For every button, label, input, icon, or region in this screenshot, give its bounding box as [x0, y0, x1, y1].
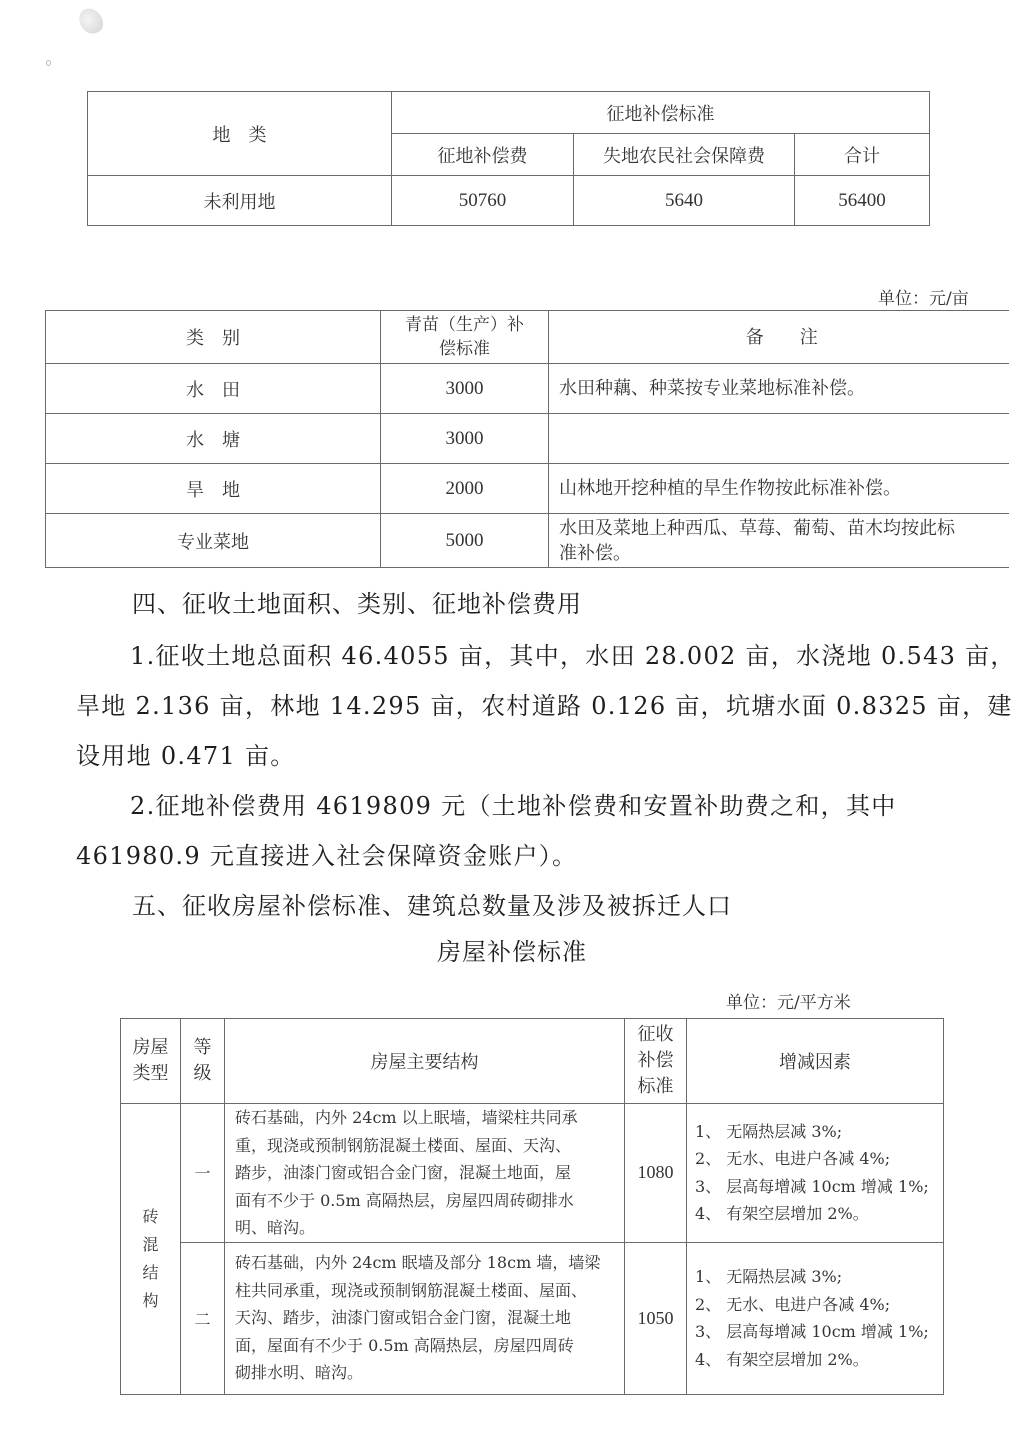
structure-line: 天沟、踏步，油漆门窗或铝合金门窗，混凝土地 [235, 1308, 572, 1328]
factor-line: 2、 无水、电进户各减 4%; [695, 1294, 891, 1314]
section5-heading: 五、征收房屋补偿标准、建筑总数量及涉及被拆迁人口 [132, 892, 732, 920]
table-row [46, 514, 1009, 568]
header-line: 征收 [637, 1024, 674, 1045]
section4-heading: 四、征收土地面积、类别、征地补偿费用 [132, 590, 582, 618]
factors-cell [687, 1242, 944, 1394]
structure-cell [225, 1242, 625, 1394]
header-remarks: 备 注 [549, 311, 1009, 364]
table3-unit-label: 单位：元/平方米 [726, 993, 851, 1013]
header-grade [181, 1019, 225, 1104]
note-cell [549, 414, 1009, 464]
standard-cell: 1080 [625, 1104, 687, 1243]
standard-cell: 1050 [625, 1242, 687, 1394]
land-type-cell: 未利用地 [88, 176, 392, 226]
note-cell: 山林地开挖种植的旱生作物按此标准补偿。 [549, 464, 1009, 514]
category-cell: 水 田 [46, 364, 381, 414]
header-factors: 增减因素 [687, 1019, 944, 1104]
standard-cell: 3000 [381, 364, 549, 414]
social-security-cell: 5640 [574, 176, 795, 226]
category-cell: 水 塘 [46, 414, 381, 464]
house-type-char: 构 [142, 1290, 159, 1310]
header-total: 合计 [795, 134, 930, 176]
table-row [46, 464, 1009, 514]
table-row [46, 414, 1009, 464]
table-row [121, 1242, 944, 1394]
house-type-char: 结 [142, 1262, 159, 1282]
structure-line: 砖石基础，内外 24cm 以上眠墙，墙梁柱共同承 [235, 1108, 578, 1127]
house-compensation-table [120, 1018, 944, 1395]
note-line: 准补偿。 [559, 542, 631, 564]
factor-line: 1、 无隔热层减 3%; [695, 1121, 843, 1141]
structure-line: 面，屋面有不少于 0.5m 高隔热层，房屋四周砖 [235, 1335, 574, 1355]
table2-unit-label: 单位：元/亩 [878, 289, 969, 309]
table-row [46, 364, 1009, 414]
header-main-structure: 房屋主要结构 [225, 1019, 625, 1104]
total-cell: 56400 [795, 176, 930, 226]
scan-artifact-dot [46, 60, 51, 66]
standard-cell: 5000 [381, 514, 549, 568]
section4-para1-line: 设用地 0.471 亩。 [76, 742, 296, 770]
standard-cell: 3000 [381, 414, 549, 464]
note-line: 水田及菜地上种西瓜、草莓、葡萄、苗木均按此标 [559, 517, 955, 539]
header-category: 类 别 [46, 311, 381, 364]
grade-cell: 一 [181, 1104, 225, 1243]
house-type-cell [121, 1104, 181, 1395]
scan-artifact-mark [76, 5, 107, 38]
category-cell: 旱 地 [46, 464, 381, 514]
section4-para1-line: 旱地 2.136 亩，林地 14.295 亩，农村道路 0.126 亩，坑塘水面 0.8325 亩，建 [76, 692, 1013, 720]
header-compensation-fee: 征地补偿费 [392, 134, 574, 176]
structure-line: 砌排水明、暗沟。 [235, 1363, 364, 1383]
house-type-char: 混 [142, 1234, 159, 1254]
header-line: 等 [193, 1037, 212, 1058]
category-cell: 专业菜地 [46, 514, 381, 568]
header-crop-standard-line: 青苗（生产）补 [405, 315, 524, 335]
table-row [121, 1104, 944, 1243]
header-compensation-standard: 征地补偿标准 [392, 92, 930, 134]
section4-para2-line: 461980.9 元直接进入社会保障资金账户）。 [76, 842, 578, 870]
factor-line: 3、 层高每增减 10cm 增减 1%; [695, 1176, 929, 1196]
structure-line: 柱共同承重，现浇或预制钢筋混凝土楼面、屋面、 [235, 1280, 588, 1300]
header-line: 标准 [637, 1076, 674, 1097]
house-table-title: 房屋补偿标准 [437, 938, 587, 966]
note-cell [549, 514, 1009, 568]
factor-line: 2、 无水、电进户各减 4%; [695, 1149, 891, 1169]
standard-cell: 2000 [381, 464, 549, 514]
header-crop-standard-line: 偿标准 [439, 339, 490, 359]
header-social-security-fee: 失地农民社会保障费 [574, 134, 795, 176]
structure-line: 明、暗沟。 [235, 1218, 316, 1237]
crop-compensation-table [45, 310, 1009, 568]
land-compensation-standard-table [87, 91, 930, 226]
table-row [88, 176, 930, 226]
header-crop-standard [381, 311, 549, 364]
factor-line: 4、 有架空层增加 2%。 [695, 1204, 869, 1224]
factor-line: 4、 有架空层增加 2%。 [695, 1349, 869, 1369]
factors-cell [687, 1104, 944, 1243]
header-standard [625, 1019, 687, 1104]
structure-line: 踏步，油漆门窗或铝合金门窗，混凝土地面，屋 [235, 1163, 572, 1182]
header-line: 房屋 [132, 1037, 169, 1058]
header-house-type [121, 1019, 181, 1104]
section4-para1-line: 1.征收土地总面积 46.4055 亩，其中，水田 28.002 亩，水浇地 0.543 亩， [130, 642, 1016, 670]
header-land-type: 地 类 [88, 92, 392, 176]
header-line: 级 [193, 1063, 212, 1084]
factor-line: 1、 无隔热层减 3%; [695, 1267, 843, 1286]
header-line: 补偿 [637, 1050, 674, 1071]
structure-line: 重，现浇或预制钢筋混凝土楼面、屋面、天沟、 [235, 1135, 572, 1155]
structure-line: 砖石基础，内外 24cm 眠墙及部分 18cm 墙，墙梁 [235, 1253, 601, 1273]
section4-para2-line: 2.征地补偿费用 4619809 元（土地补偿费和安置补助费之和，其中 [130, 792, 897, 820]
house-type-char: 砖 [142, 1206, 159, 1226]
note-cell: 水田种藕、种菜按专业菜地标准补偿。 [549, 364, 1009, 414]
structure-cell [225, 1104, 625, 1243]
factor-line: 3、 层高每增减 10cm 增减 1%; [695, 1322, 929, 1341]
grade-cell: 二 [181, 1242, 225, 1394]
header-line: 类型 [132, 1063, 169, 1084]
structure-line: 面有不少于 0.5m 高隔热层，房屋四周砖砌排水 [235, 1190, 574, 1210]
compensation-cell: 50760 [392, 176, 574, 226]
